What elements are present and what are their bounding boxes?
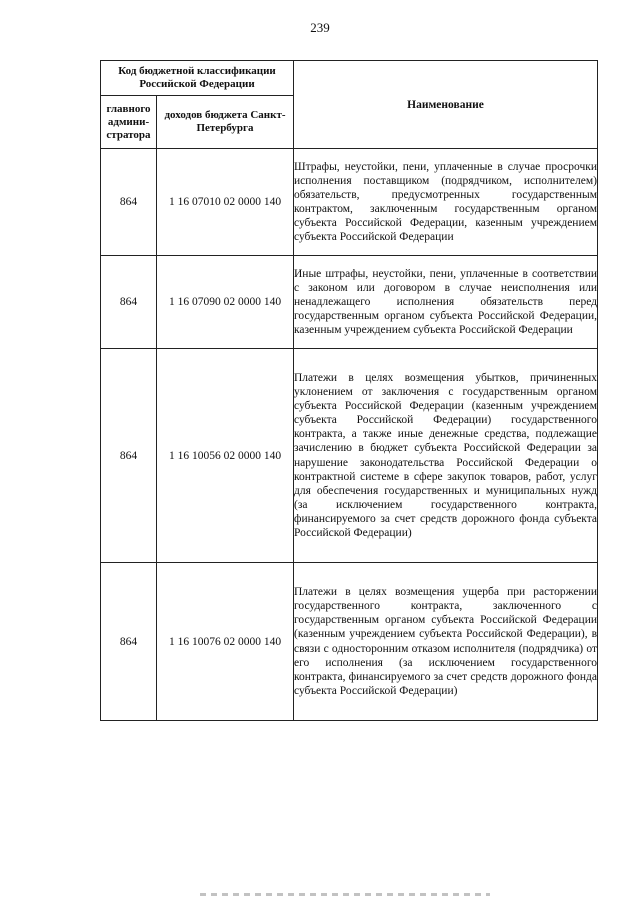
- table-row: [101, 349, 598, 563]
- table-row: [101, 256, 598, 349]
- name-cell: Платежи в целях возмещения убытков, причиненных уклонением от заключения с государственным органом субъекта Российской Федерации (казенным учреждением субъекта Российской Федерации) государственного контракта, а также иные денежные средства, подлежащие зачислению в бюджет субъекта Российской Федерации за нарушение законодательства Российской Федерации о контрактной системе в сфере закупок товаров, работ, услуг для обеспечения государственных и муниципальных нужд (за исключением государственного контракта, финансируемого за счет средств дорожного фонда субъекта Российской Федерации): [294, 349, 598, 563]
- name-cell: Платежи в целях возмещения ущерба при расторжении государственного контракта, заключенного с государственным органом субъекта Российской Федерации (казенным учреждением субъекта Российской Федерации), в связи с односторонним отказом исполнителя (подрядчика) от его исполнения (за исключением государственного контракта, финансируемого за счет средств дорожного фонда субъекта Российской Федерации): [294, 563, 598, 721]
- header-chief-administrator: главного админи-стратора: [101, 96, 157, 149]
- admin-code-cell: 864: [101, 349, 157, 563]
- income-code-cell: 1 16 07010 02 0000 140: [157, 149, 294, 256]
- table-row: [101, 149, 598, 256]
- table-row: [101, 563, 598, 721]
- income-code-cell: 1 16 10076 02 0000 140: [157, 563, 294, 721]
- header-budget-income: доходов бюджета Санкт-Петербурга: [157, 96, 294, 149]
- scan-footer-artifact: [200, 893, 490, 896]
- name-cell: Иные штрафы, неустойки, пени, уплаченные в соответствии с законом или договором в случае неисполнения или ненадлежащего исполнения обязательств перед государственным органом субъекта Российской Федерации, казенным учреждением субъекта Российской Федерации: [294, 256, 598, 349]
- table-header-row: [101, 61, 598, 96]
- budget-classification-table: [100, 60, 598, 721]
- income-code-cell: 1 16 10056 02 0000 140: [157, 349, 294, 563]
- income-code-cell: 1 16 07090 02 0000 140: [157, 256, 294, 349]
- name-cell: Штрафы, неустойки, пени, уплаченные в случае просрочки исполнения поставщиком (подрядчиком, исполнителем) обязательств, предусмотренных государственным контрактом, заключенным государственным органом субъекта Российской Федерации, казенным учреждением субъекта Российской Федерации: [294, 149, 598, 256]
- header-budget-code-group: Код бюджетной классификации Российской Федерации: [101, 61, 294, 96]
- admin-code-cell: 864: [101, 149, 157, 256]
- header-name: Наименование: [294, 61, 598, 149]
- page-number: 239: [310, 20, 330, 35]
- admin-code-cell: 864: [101, 256, 157, 349]
- admin-code-cell: 864: [101, 563, 157, 721]
